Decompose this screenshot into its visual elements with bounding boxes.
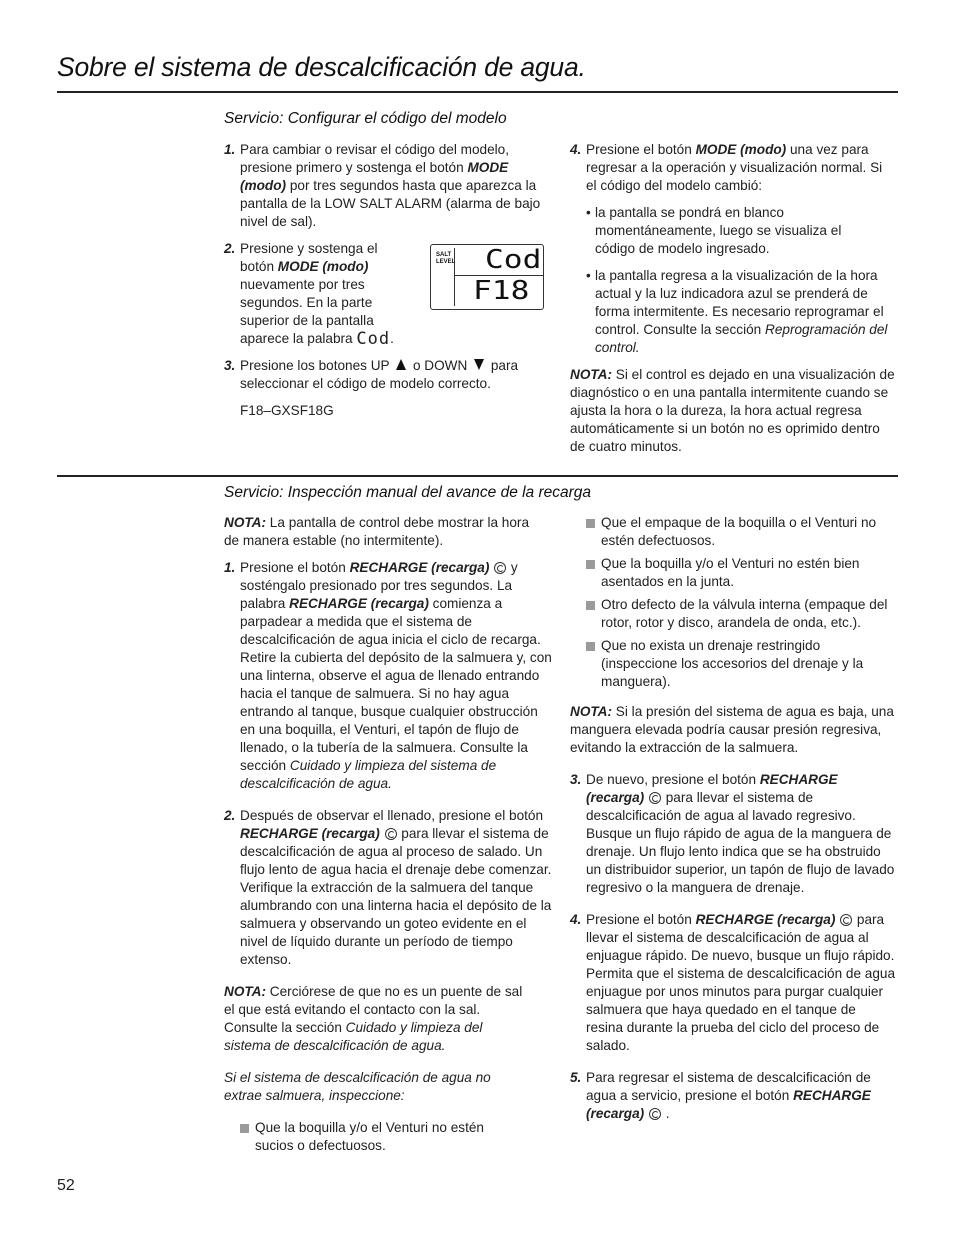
note-paragraph: NOTA: La pantalla de control debe mostrar la hora de manera estable (no intermitente). bbox=[224, 515, 530, 548]
control-display-illustration bbox=[430, 244, 544, 310]
note-paragraph: NOTA: Si la presión del sistema de agua es baja, una manguera elevada podría causar presión regresiva, evitando la extracción de la salmuera. bbox=[570, 704, 894, 755]
inspect-item: Que el empaque de la boquilla o el Venturi no estén defectuosos. bbox=[586, 514, 896, 550]
step-5: 5. Para regresar el sistema de descalcificación de agua a servicio, presione el botón RECHARGE (recarga) . bbox=[570, 1070, 871, 1121]
square-bullet-icon bbox=[240, 1124, 249, 1133]
model-code-text: F18–GXSF18G bbox=[240, 403, 334, 418]
display-top-text: Cod bbox=[485, 245, 542, 275]
inspect-item: Otro defecto de la válvula interna (empaque del rotor, rotor y disco, arandela de onda, etc.). bbox=[586, 596, 896, 632]
recharge-icon bbox=[840, 914, 852, 926]
step-1: 1. Para cambiar o revisar el código del modelo, presione primero y sostenga el botón MODE (modo) por tres segundos hasta que aparezca la pantalla de la LOW SALT ALARM (alarma de bajo nivel de sal). bbox=[224, 142, 541, 229]
step-2: 2. Después de observar el llenado, presione el botón RECHARGE (recarga) para llevar el sistema de descalcificación de agua al proceso de salado. Un flujo lento de agua hacia el drenaje debe comenzar. Verifique la extracción de la salmuera del tanque alumbrando con una linterna hacia el depósito de la salmuera y observando un goteo evidente en el nivel de líquido durante un período de tiempo extenso. bbox=[224, 808, 552, 967]
section-title-model-code: Servicio: Configurar el código del modelo bbox=[224, 110, 507, 127]
section2-right-column bbox=[570, 514, 896, 1132]
bullet-item: • la pantalla regresa a la visualización de la hora actual y la luz indicadora azul se prenderá de forma intermitente. Es necesario reprogramar el control. Consulte la sección Reprogramación del control. bbox=[586, 268, 888, 355]
recharge-icon bbox=[494, 562, 506, 574]
inspect-item: Que la boquilla y/o el Venturi no estén bien asentados en la junta. bbox=[586, 555, 896, 591]
square-bullet-icon bbox=[586, 560, 595, 569]
step-4: 4. Presione el botón RECHARGE (recarga) para llevar el sistema de descalcificación de agua al enjuague rápido. De nuevo, busque un flujo rápido. Permita que el sistema de descalcificación de agua enjuague por unos minutos para purgar cualquier salmuera que haya quedado en el tanque de resina durante la prueba del ciclo del proceso de salado. bbox=[570, 912, 896, 1053]
salt-level-label: SALT LEVEL bbox=[436, 252, 456, 265]
up-arrow-icon bbox=[396, 359, 406, 370]
note-paragraph: NOTA: Si el control es dejado en una visualización de diagnóstico o en una pantalla intermitente cuando se ajusta la hora o la dureza, la hora actual regresa automáticamente si un botón no es oprimido dentro de cuatro minutos. bbox=[570, 367, 895, 454]
step-2: 2. Presione y sostenga el botón MODE (modo) nuevamente por tres segundos. En la parte superior de la pantalla aparece la palabra Cod. bbox=[224, 241, 394, 349]
step-1: 1. Presione el botón RECHARGE (recarga) y sosténgalo presionado por tres segundos. La palabra RECHARGE (recarga) comienza a parpadear a medida que el sistema de descalcificación de agua inicia el ciclo de recarga. Retire la cubierta del depósito de la salmuera y, con una linterna, observe el agua de llenado entrando hacia el tanque de salmuera. Si no hay agua entrando al tanque, busque cualquier obstrucción en una boquilla, el Venturi, el tapón de flujo de llenado, o la tubería de la salmuera. Consulte la sección Cuidado y limpieza del sistema de descalcificación de agua. bbox=[224, 560, 552, 791]
square-bullet-icon bbox=[586, 519, 595, 528]
step-3: 3. Presione los botones UP o DOWN para seleccionar el código de modelo correcto. bbox=[224, 358, 519, 391]
recharge-icon bbox=[385, 828, 397, 840]
inspect-item: Que no exista un drenaje restringido (inspeccione los accesorios del drenaje y la manguera). bbox=[586, 637, 881, 691]
page-number: 52 bbox=[57, 1177, 75, 1194]
section-title-recharge-inspection: Servicio: Inspección manual del avance de la recarga bbox=[224, 484, 592, 501]
inspect-list bbox=[586, 514, 896, 691]
inspect-intro: Si el sistema de descalcificación de agua no extrae salmuera, inspeccione: bbox=[224, 1070, 491, 1103]
section2-left-column bbox=[224, 514, 552, 1160]
page-title: Sobre el sistema de descalcificación de agua. bbox=[57, 52, 586, 82]
inspect-item: Que la boquilla y/o el Venturi no estén sucios o defectuosos. bbox=[240, 1119, 525, 1155]
square-bullet-icon bbox=[586, 601, 595, 610]
recharge-icon bbox=[649, 792, 661, 804]
note-paragraph: NOTA: Cerciórese de que no es un puente de sal el que está evitando el contacto con la sal. Consulte la sección Cuidado y limpieza del sistema de descalcificación de agua. bbox=[224, 984, 523, 1053]
bullet-item: • la pantalla se pondrá en blanco momentáneamente, luego se visualiza el código de modelo ingresado. bbox=[586, 205, 842, 256]
section-rule bbox=[57, 475, 898, 477]
section1-right-column bbox=[570, 141, 895, 465]
display-bottom-text: F18 bbox=[473, 276, 530, 306]
step-4: 4. Presione el botón MODE (modo) una vez para regresar a la operación y visualización normal. Si el código del modelo cambió: bbox=[570, 142, 883, 193]
cod-display-word: Cod bbox=[356, 329, 391, 349]
down-arrow-icon bbox=[474, 359, 484, 370]
square-bullet-icon bbox=[586, 642, 595, 651]
step-3: 3. De nuevo, presione el botón RECHARGE (recarga) para llevar el sistema de descalcificación de agua al lavado regresivo. Busque un flujo rápido de agua de la manguera de drenaje. Un flujo lento indica que se ha obstruido un distribuidor superior, un tapón de flujo de lavado regresivo o la manguera de drenaje. bbox=[570, 772, 895, 895]
recharge-icon bbox=[649, 1108, 661, 1120]
header-rule bbox=[57, 91, 898, 93]
